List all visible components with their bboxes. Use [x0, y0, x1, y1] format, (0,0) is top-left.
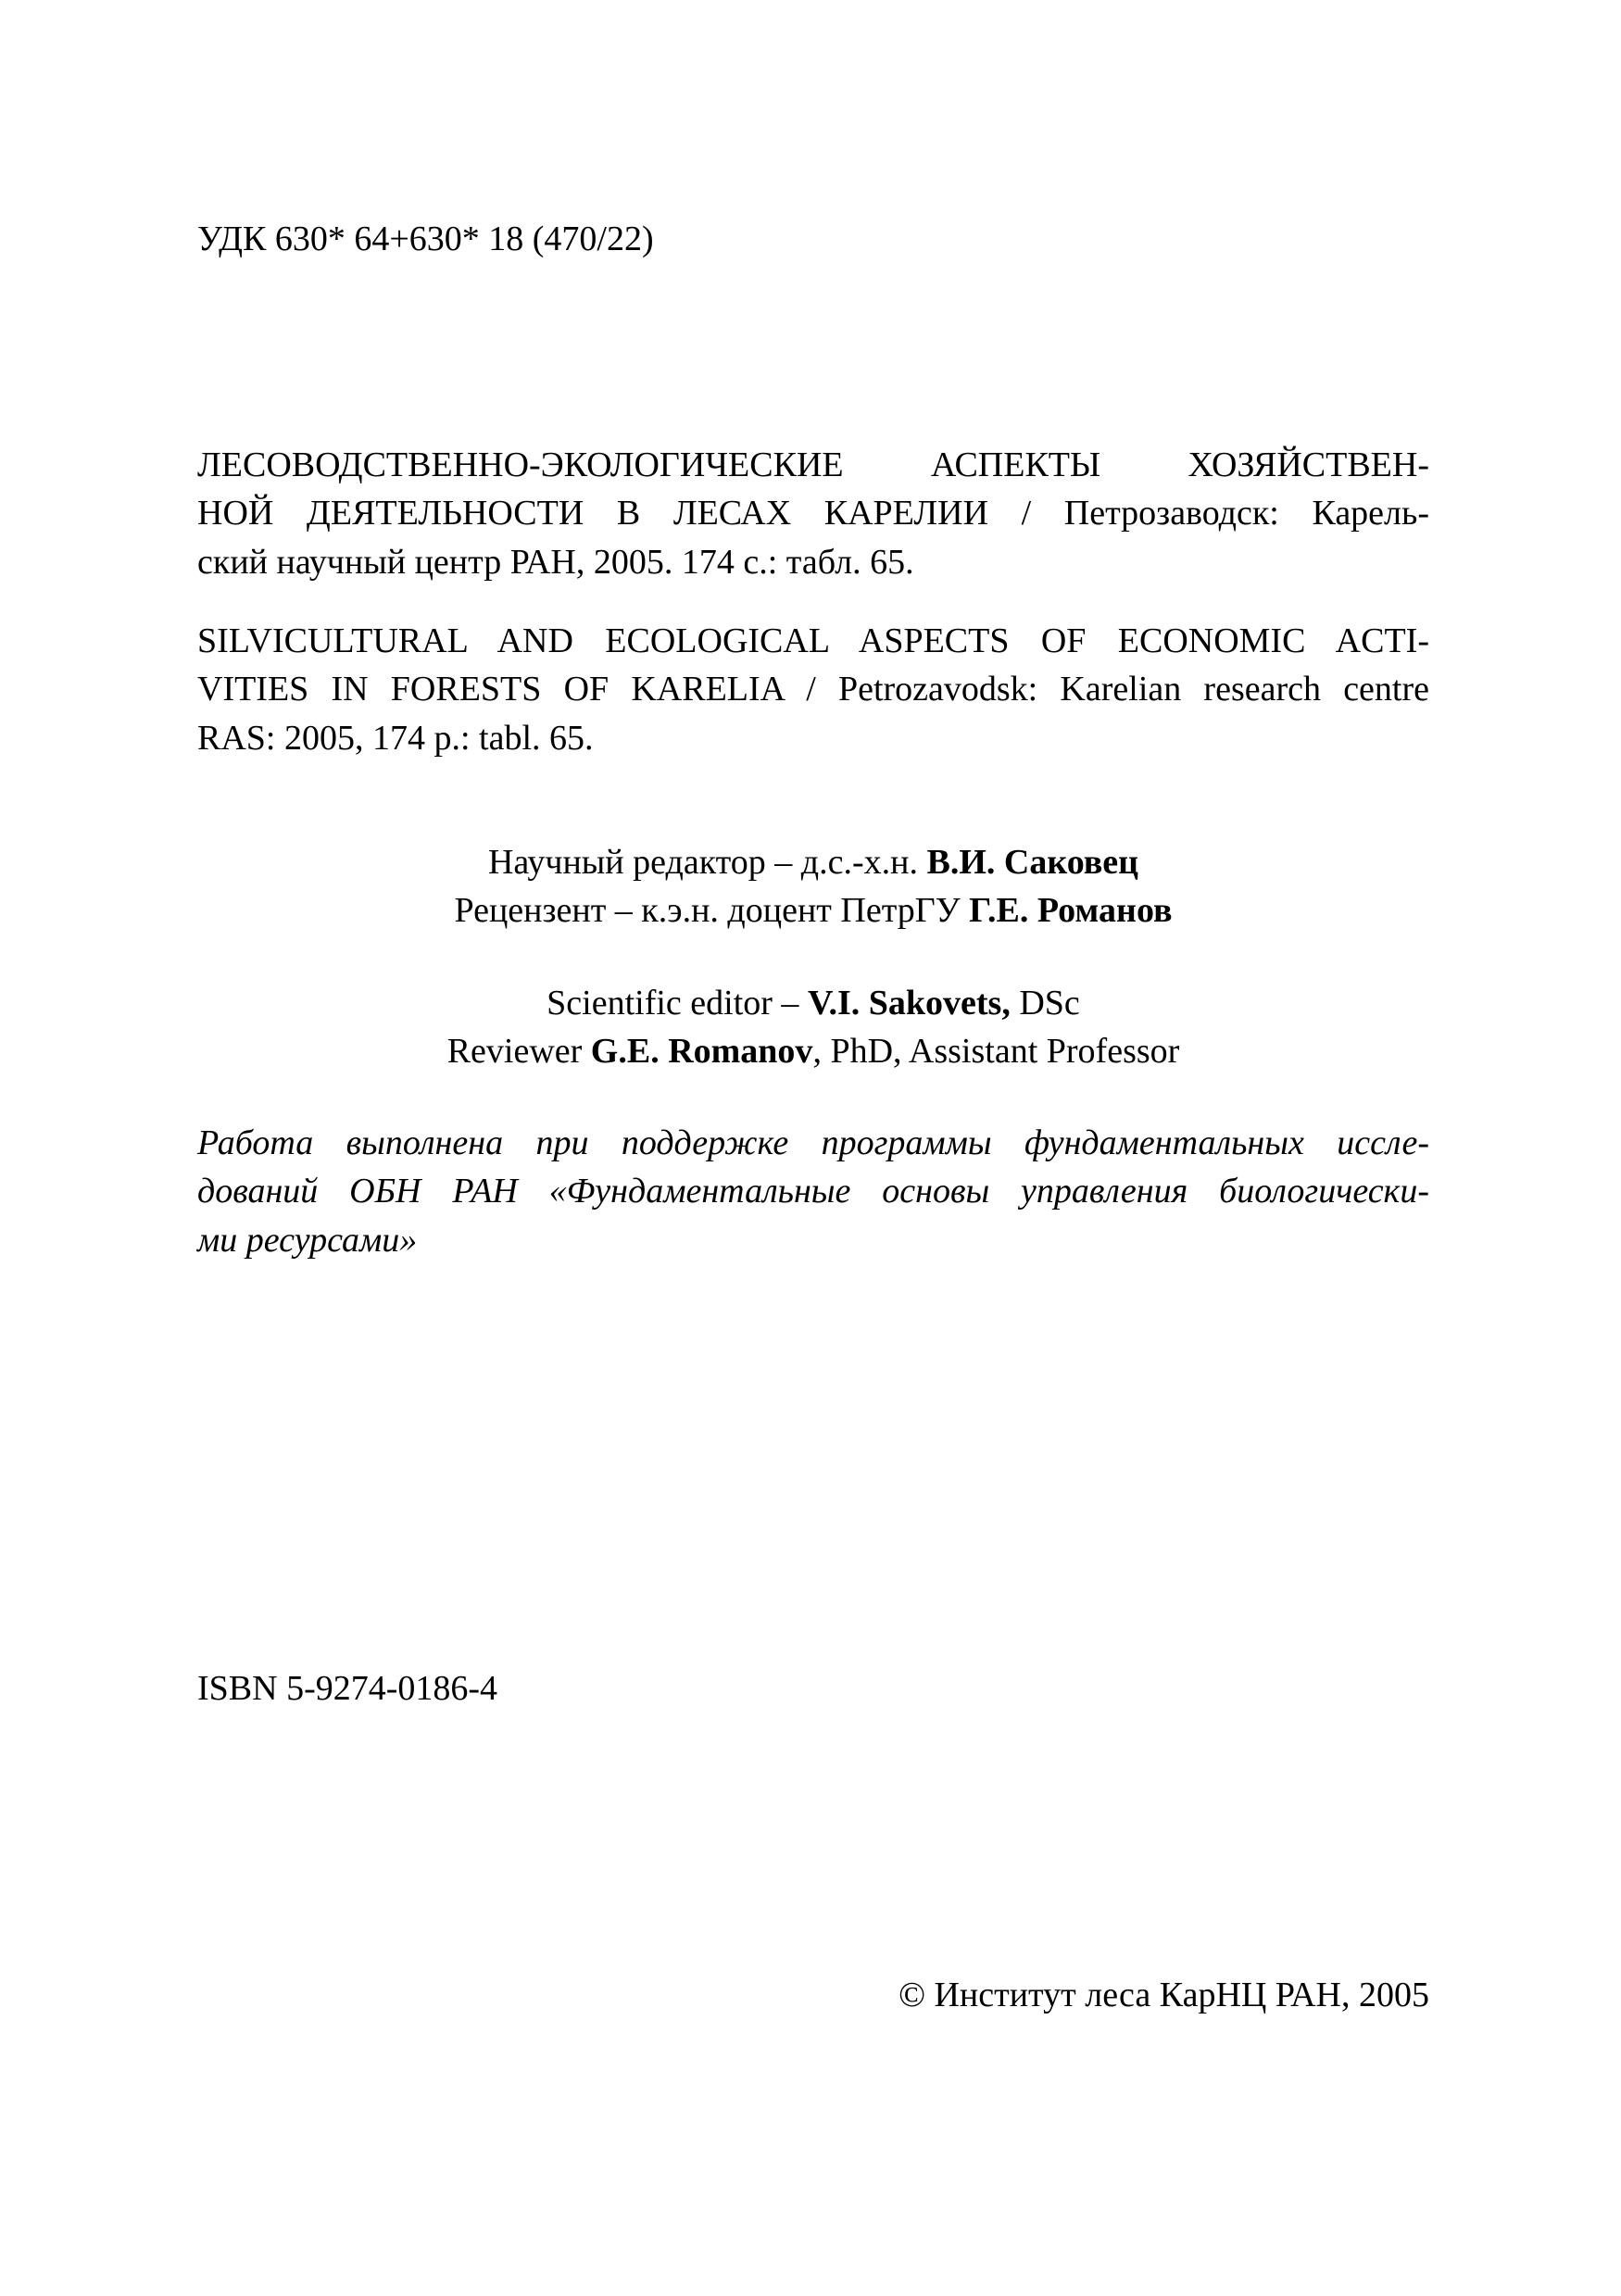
funding-line-3: ми ресурсами»: [197, 1220, 418, 1260]
isbn: ISBN 5-9274-0186-4: [197, 1669, 498, 1708]
bibliographic-title-russian: [197, 441, 1429, 586]
editor-label-en: Scientific editor –: [547, 984, 808, 1023]
editor-name-en: V.I. Sakovets,: [807, 984, 1011, 1023]
reviewer-en: [197, 1027, 1429, 1075]
editor-label-ru: Научный редактор – д.с.-х.н.: [487, 843, 927, 882]
scientific-editor-en: [197, 979, 1429, 1027]
title-en-line-3: RAS: 2005, 174 p.: tabl. 65.: [197, 718, 594, 758]
funding-line-1: Работа выполнена при поддержке программы фундаментальных иссле-: [197, 1123, 1429, 1162]
reviewer-title-en: , PhD, Assistant Professor: [812, 1032, 1180, 1072]
title-ru-line-2: НОЙ ДЕЯТЕЛЬНОСТИ В ЛЕСАХ КАРЕЛИИ / Петрозаводск: Карель-: [197, 494, 1429, 533]
title-ru-line-1: ЛЕСОВОДСТВЕННО-ЭКОЛОГИЧЕСКИЕ АСПЕКТЫ ХОЗЯЙСТВЕН-: [197, 445, 1429, 484]
copyright-notice: © Институт леса КарНЦ РАН, 2005: [898, 1976, 1429, 2014]
scientific-editor-ru: [197, 838, 1429, 886]
editors-russian: [197, 838, 1429, 935]
title-en-line-2: VITIES IN FORESTS OF KARELIA / Petrozavodsk: Karelian research centre: [197, 670, 1429, 709]
title-ru-line-3: ский научный центр РАН, 2005. 174 с.: табл. 65.: [197, 542, 914, 582]
funding-line-2: дований ОБН РАН «Фундаментальные основы управления биологически-: [197, 1172, 1429, 1211]
funding-note: [197, 1119, 1429, 1264]
reviewer-ru: [197, 886, 1429, 935]
editor-degree-en: DSc: [1010, 984, 1080, 1023]
reviewer-label-ru: Рецензент – к.э.н. доцент ПетрГУ: [454, 891, 970, 931]
title-en-line-1: SILVICULTURAL AND ECOLOGICAL ASPECTS OF ECONOMIC ACTI-: [197, 621, 1429, 660]
reviewer-name-ru: Г.Е. Романов: [969, 891, 1173, 931]
editor-name-ru: В.И. Саковец: [926, 843, 1139, 882]
udk-code: УДК 630* 64+630* 18 (470/22): [197, 220, 654, 258]
reviewer-name-en: G.E. Romanov: [590, 1032, 813, 1072]
editors-english: [197, 979, 1429, 1076]
bibliographic-title-english: [197, 617, 1429, 762]
reviewer-label-en: Reviewer: [446, 1032, 591, 1072]
